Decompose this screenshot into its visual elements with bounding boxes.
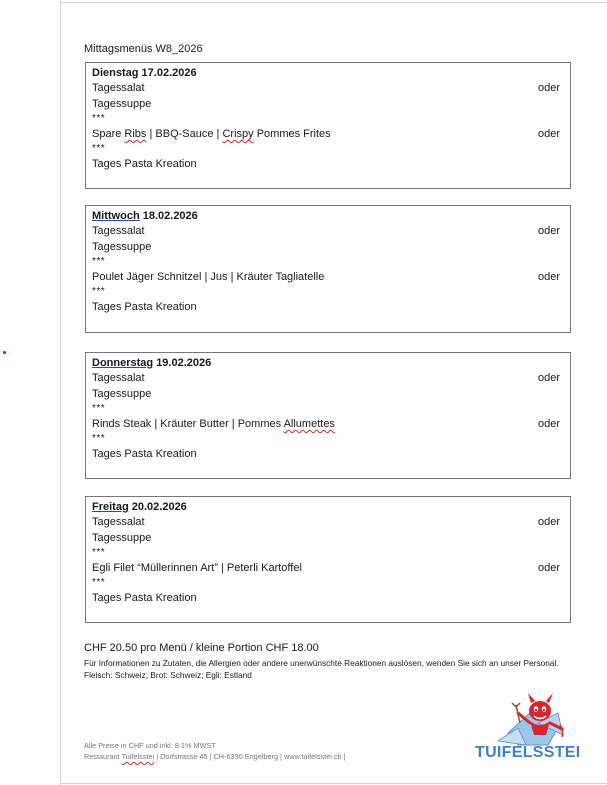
price-line: CHF 20.50 pro Menü / kleine Portion CHF 18.00 [84, 642, 319, 654]
main-dish-text: Spare [92, 128, 125, 140]
logo-wordmark: TUIFELSSTEI [475, 744, 581, 761]
margin-marker [3, 351, 6, 354]
allergen-info: Für Informationen zu Zutaten, die Allergien oder andere unerwünschte Reaktionen auslösen, wenden Sie sich an unser Personal. Fleisch: Schweiz; Brot: Schweiz; Egli: Estland [84, 658, 559, 680]
main-dish-text: Ribs [124, 128, 147, 140]
day-box-donnerstag [85, 352, 571, 479]
day-box-mittwoch [85, 205, 571, 333]
main-dish [92, 417, 335, 432]
pasta-item: Tages Pasta Kreation [92, 301, 197, 313]
main-dish-text: Pommes Frites [253, 128, 331, 140]
main-dish: Poulet Jäger Schnitzel | Jus | Kräuter Tagliatelle [92, 271, 325, 283]
oder-label: oder [537, 225, 560, 237]
footer-tax-note: Alle Preise in CHF und inkl. 8.1% MWST [84, 741, 216, 750]
oder-label: oder [537, 516, 560, 528]
separator: *** [92, 113, 106, 124]
main-dish: Egli Filet “Müllerinnen Art” | Peterli Kartoffel [92, 562, 302, 574]
main-dish-text: Crispy [222, 128, 254, 140]
main-dish [92, 127, 331, 142]
day-name: Dienstag [92, 67, 139, 79]
footer-restaurant-name: Tuifelsstei [121, 752, 155, 761]
separator: *** [92, 577, 106, 588]
pasta-item: Tages Pasta Kreation [92, 448, 197, 460]
day-box-dienstag [85, 62, 571, 189]
pasta-item: Tages Pasta Kreation [92, 158, 197, 170]
separator: *** [92, 143, 106, 154]
main-dish-text: | BBQ-Sauce | [146, 128, 223, 140]
footer-text: | Dorfstrasse 45 | CH-6390 Engelberg | www.tuifelsstei.ch | [154, 752, 346, 761]
salad-item: Tagessalat [92, 82, 145, 94]
page-left-edge [60, 0, 61, 785]
footer-text: Restaurant [84, 752, 122, 761]
main-dish-text: Rinds Steak | Kräuter Butter | Pommes [92, 418, 284, 430]
separator: *** [92, 403, 106, 414]
oder-label: oder [537, 128, 560, 140]
day-name: Mittwoch [92, 210, 140, 222]
day-date: 20.02.2026 [131, 501, 187, 513]
day-heading [92, 209, 198, 224]
oder-label: oder [537, 372, 560, 384]
day-date: 19.02.2026 [156, 357, 212, 369]
day-name: Freitag [92, 501, 129, 513]
day-heading [92, 356, 211, 371]
oder-label: oder [537, 82, 560, 94]
soup-item: Tagessuppe [92, 241, 152, 253]
day-name: Donnerstag [92, 357, 154, 369]
main-dish-text: Allumettes [283, 418, 335, 430]
menu-title: Mittagsmenüs W8_2026 [84, 43, 203, 55]
salad-item: Tagessalat [92, 372, 145, 384]
oder-label: oder [537, 562, 560, 574]
day-box-freitag [85, 496, 571, 623]
day-heading [92, 66, 197, 81]
soup-item: Tagessuppe [92, 532, 152, 544]
day-heading [92, 500, 187, 515]
day-date: 18.02.2026 [142, 210, 198, 222]
oder-label: oder [537, 418, 560, 430]
soup-item: Tagessuppe [92, 98, 152, 110]
page-bottom-edge [60, 783, 607, 784]
soup-item: Tagessuppe [92, 388, 152, 400]
footer-address [84, 752, 345, 761]
separator: *** [92, 433, 106, 444]
oder-label: oder [537, 271, 560, 283]
salad-item: Tagessalat [92, 225, 145, 237]
salad-item: Tagessalat [92, 516, 145, 528]
separator: *** [92, 286, 106, 297]
pasta-item: Tages Pasta Kreation [92, 592, 197, 604]
separator: *** [92, 547, 106, 558]
page-top-edge [60, 2, 607, 3]
separator: *** [92, 256, 106, 267]
day-date: 17.02.2026 [141, 67, 197, 79]
